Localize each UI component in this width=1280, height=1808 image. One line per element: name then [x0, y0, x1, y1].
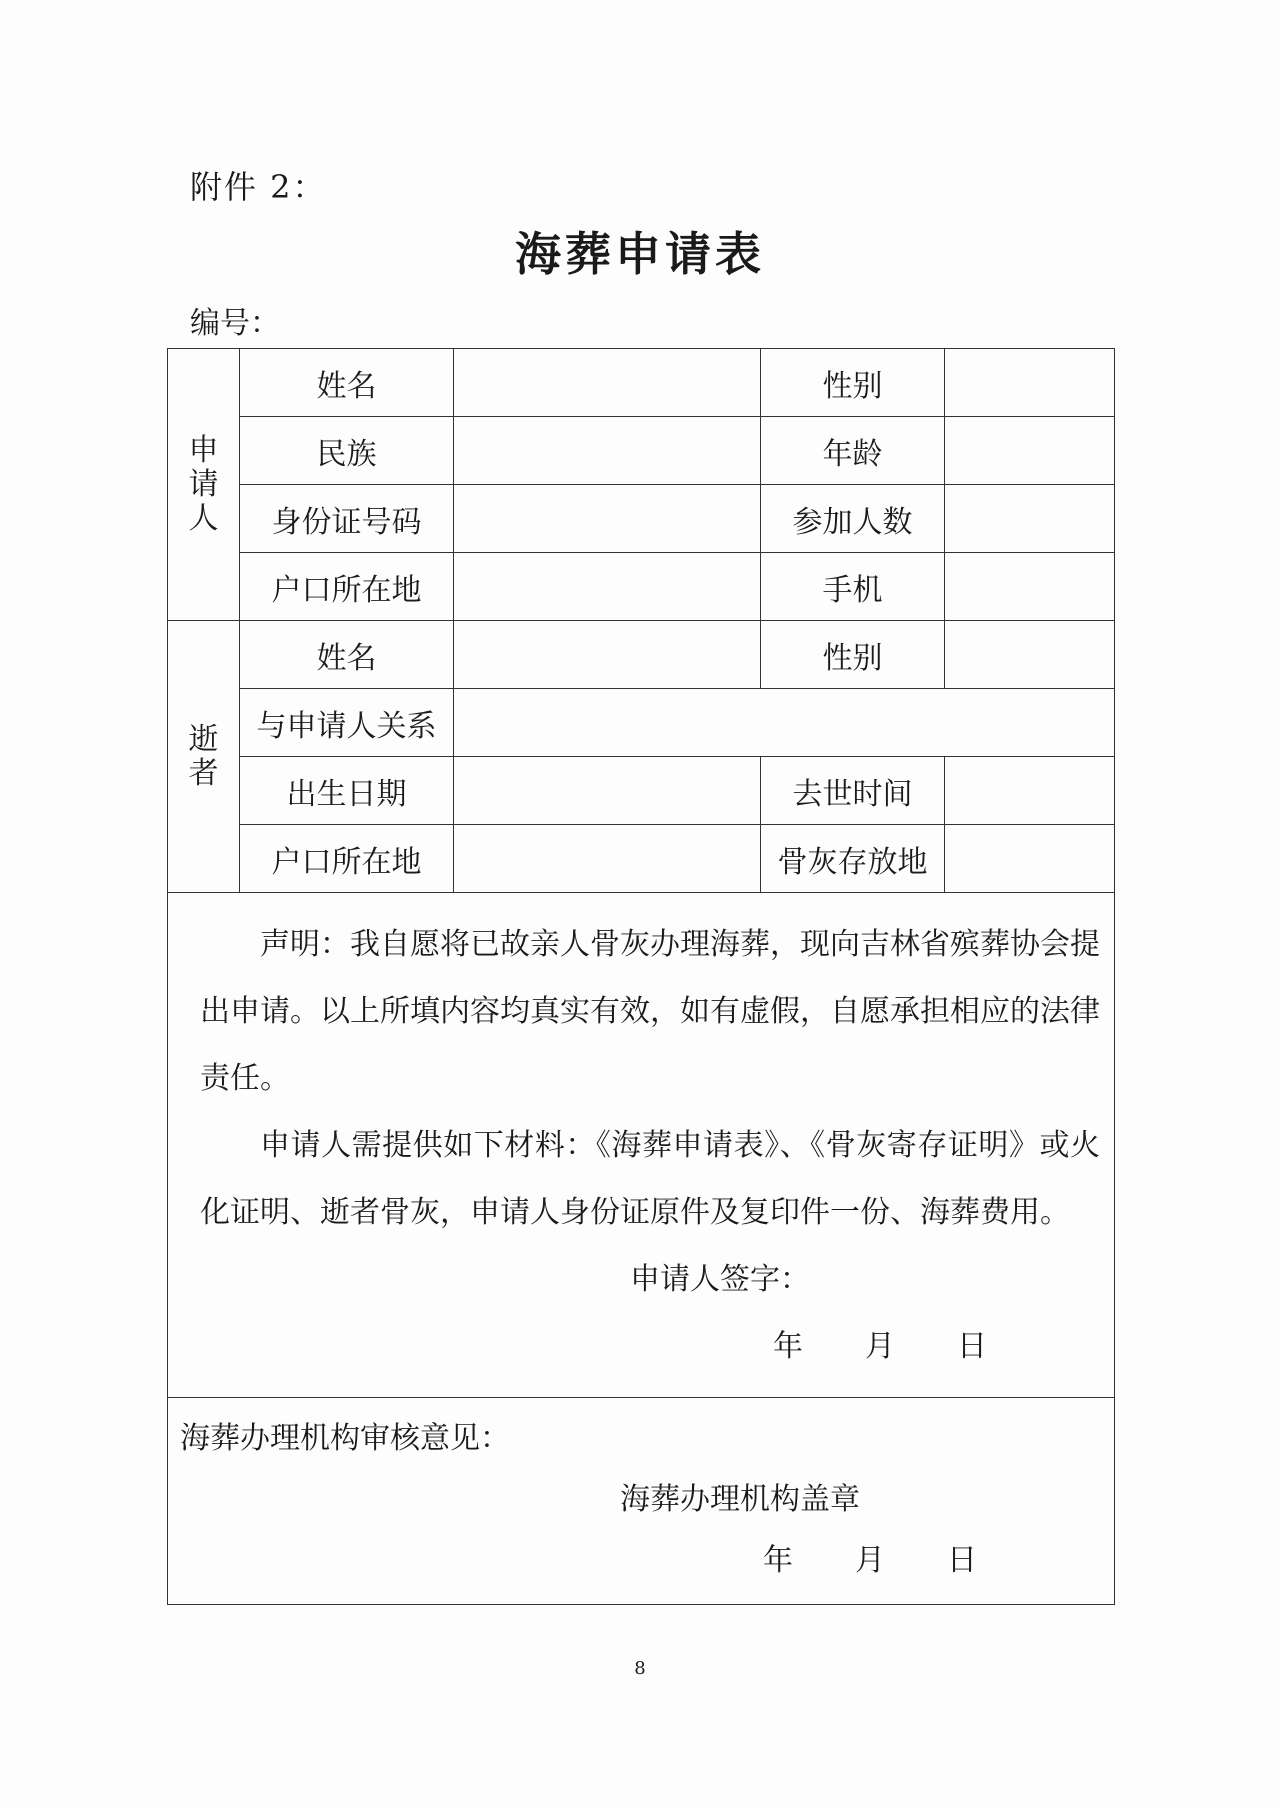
applicant-gender-field[interactable] — [945, 349, 1115, 417]
review-day-label: 日 — [947, 1543, 977, 1578]
deceased-death-field[interactable] — [945, 757, 1115, 825]
deceased-relation-field[interactable] — [454, 689, 1115, 757]
applicant-row-ethnicity — [168, 417, 1115, 485]
review-heading: 海葬办理机构审核意见： — [180, 1421, 510, 1456]
application-form-table — [167, 348, 1115, 1605]
deceased-group-label: 逝 者 — [168, 621, 240, 893]
deceased-birth-label: 出生日期 — [240, 757, 454, 825]
deceased-relation-label: 与申请人关系 — [240, 689, 454, 757]
deceased-ashes-label: 骨灰存放地 — [761, 825, 945, 893]
applicant-name-label: 姓名 — [240, 349, 454, 417]
review-year-label: 年 — [763, 1543, 793, 1578]
statement-paragraph: 声明：我自愿将已故亲人骨灰办理海葬，现向吉林省殡葬协会提出申请。以上所填内容均真实有效，如有虚假，自愿承担相应的法律责任。 — [200, 927, 1100, 1096]
applicant-gender-label: 性别 — [761, 349, 945, 417]
applicant-phone-label: 手机 — [761, 553, 945, 621]
form-title: 海葬申请表 — [515, 227, 765, 281]
deceased-household-field[interactable] — [454, 825, 761, 893]
deceased-row-relation — [168, 689, 1115, 757]
deceased-row-household — [168, 825, 1115, 893]
institution-stamp-label[interactable]: 海葬办理机构盖章 — [620, 1482, 860, 1517]
statement-day-label: 日 — [957, 1329, 987, 1364]
applicant-age-label: 年龄 — [761, 417, 945, 485]
deceased-gender-label: 性别 — [761, 621, 945, 689]
applicant-attendees-label: 参加人数 — [761, 485, 945, 553]
applicant-attendees-field[interactable] — [945, 485, 1115, 553]
applicant-phone-field[interactable] — [945, 553, 1115, 621]
applicant-household-label: 户口所在地 — [240, 553, 454, 621]
applicant-age-field[interactable] — [945, 417, 1115, 485]
deceased-gender-field[interactable] — [945, 621, 1115, 689]
statement-cell — [168, 893, 1115, 1398]
applicant-name-field[interactable] — [454, 349, 761, 417]
materials-paragraph: 申请人需提供如下材料：《海葬申请表》、《骨灰寄存证明》或火化证明、逝者骨灰，申请人身份证原件及复印件一份、海葬费用。 — [200, 1128, 1100, 1230]
review-date-line[interactable] — [180, 1532, 1100, 1590]
deceased-row-dates — [168, 757, 1115, 825]
statement-year-label: 年 — [773, 1329, 803, 1364]
deceased-household-label: 户口所在地 — [240, 825, 454, 893]
deceased-birth-field[interactable] — [454, 757, 761, 825]
applicant-group-label: 申 请 人 — [168, 349, 240, 621]
applicant-household-field[interactable] — [454, 553, 761, 621]
applicant-id-field[interactable] — [454, 485, 761, 553]
applicant-ethnicity-field[interactable] — [454, 417, 761, 485]
applicant-signature-label[interactable]: 申请人签字： — [630, 1262, 810, 1297]
applicant-row-name — [168, 349, 1115, 417]
deceased-name-field[interactable] — [454, 621, 761, 689]
review-month-label: 月 — [855, 1543, 885, 1578]
deceased-name-label: 姓名 — [240, 621, 454, 689]
review-cell — [168, 1398, 1115, 1605]
page-number: 8 — [634, 1658, 646, 1679]
applicant-row-id — [168, 485, 1115, 553]
statement-date-line[interactable] — [200, 1313, 1100, 1380]
deceased-row-name — [168, 621, 1115, 689]
statement-month-label: 月 — [865, 1329, 895, 1364]
attachment-label: 附件 2： — [190, 168, 327, 206]
applicant-row-household — [168, 553, 1115, 621]
review-row — [168, 1398, 1115, 1605]
applicant-id-label: 身份证号码 — [240, 485, 454, 553]
applicant-ethnicity-label: 民族 — [240, 417, 454, 485]
serial-number-label: 编号： — [190, 306, 280, 341]
deceased-ashes-field[interactable] — [945, 825, 1115, 893]
statement-row — [168, 893, 1115, 1398]
deceased-death-label: 去世时间 — [761, 757, 945, 825]
